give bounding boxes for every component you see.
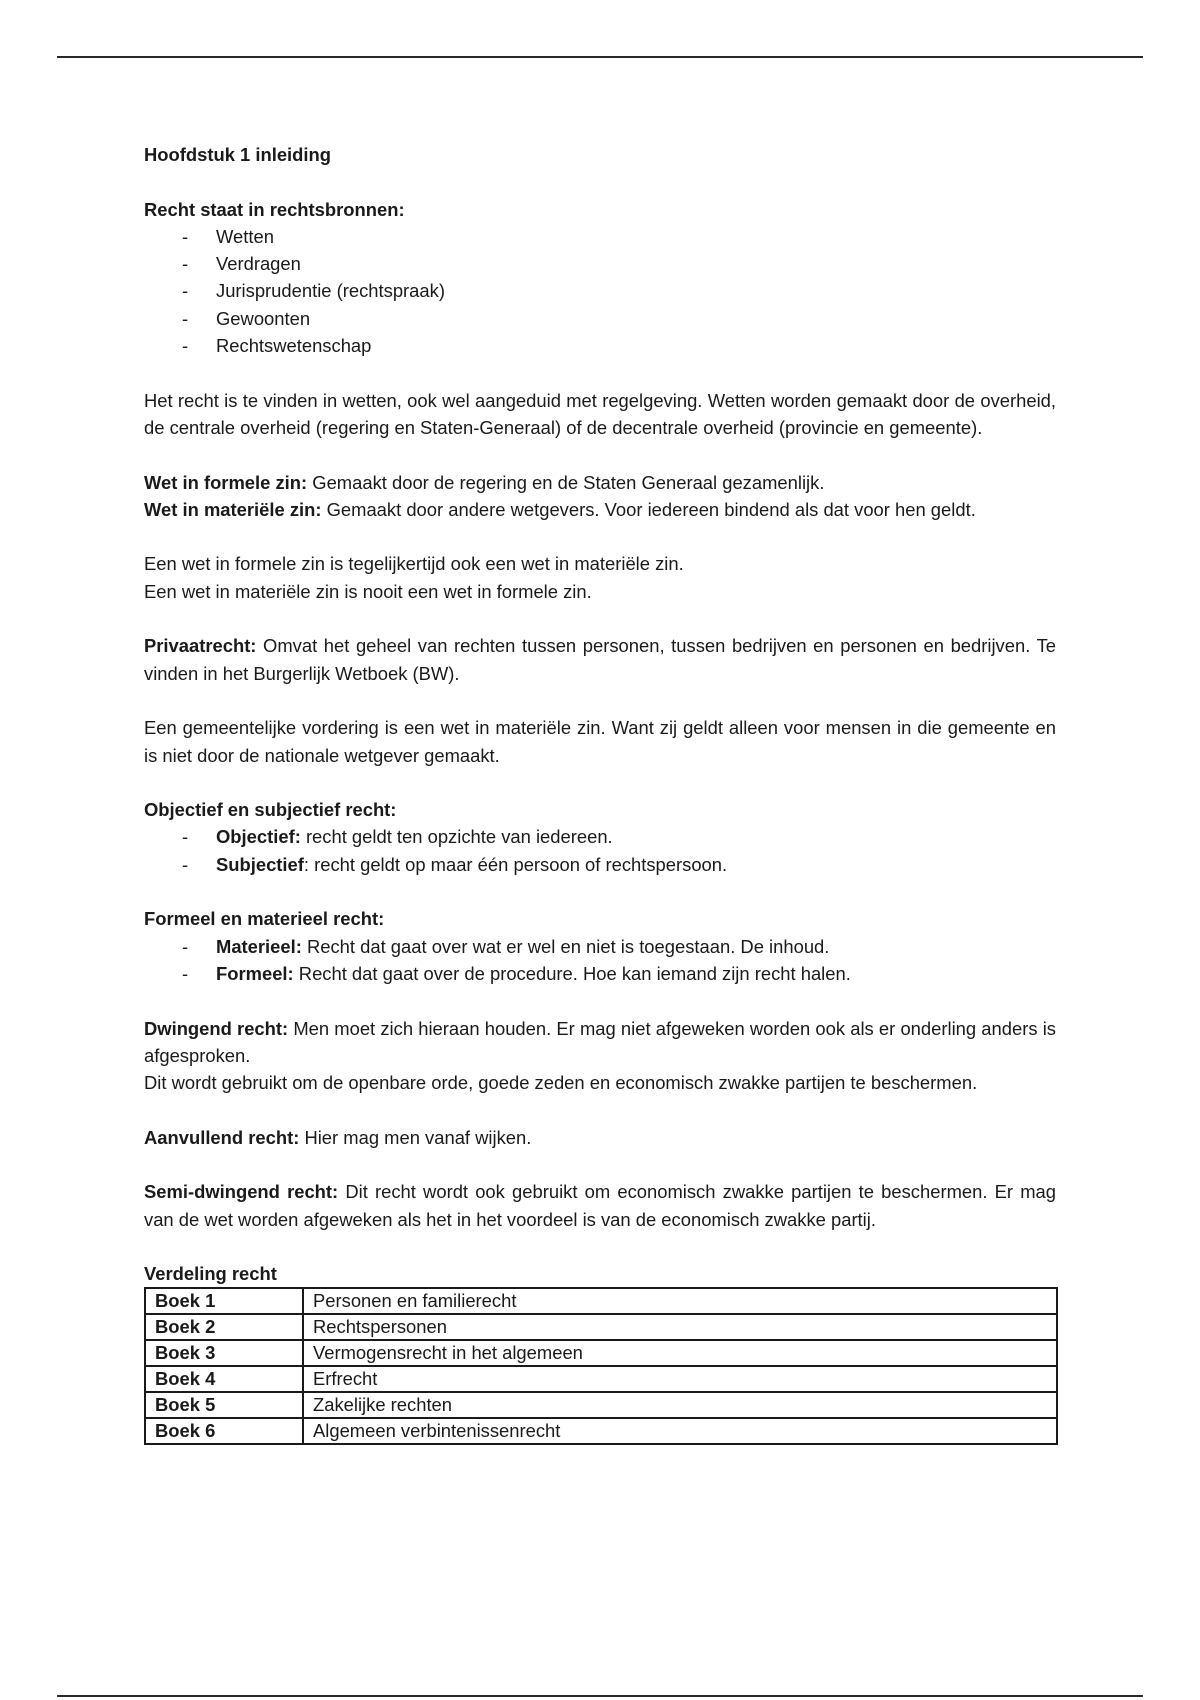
subject-cell: Zakelijke rechten [303,1392,1057,1418]
term-label: Dwingend recht: [144,1017,289,1039]
footer-rule [57,1695,1143,1697]
semi-dwingend-paragraph: Semi-dwingend recht: Dit recht wordt ook gebruikt om economisch zwakke partijen te beschermen. Er mag van de wet worden afgeweken als het in het voordeel is van de economisch zwakke partij. [144,1181,1056,1230]
verdeling-table [144,1287,1058,1445]
dash-bullet: - [182,225,189,247]
book-cell: Boek 3 [145,1340,303,1366]
subject-cell: Rechtspersonen [303,1314,1057,1340]
list-item: - Materieel: Recht dat gaat over wat er wel en niet is toegestaan. De inhoud. [144,933,1056,960]
dash-bullet: - [182,280,189,302]
formeel-materieel-heading: Formeel en materieel recht: [144,908,385,930]
list-item: - Gewoonten [144,305,1056,332]
dash-bullet: - [182,826,189,848]
table-row [145,1366,1057,1392]
subject-cell: Erfrecht [303,1366,1057,1392]
list-item: - Formeel: Recht dat gaat over de procedure. Hoe kan iemand zijn recht halen. [144,960,1056,987]
term-label: Privaatrecht: [144,635,257,657]
table-row [145,1392,1057,1418]
dash-bullet: - [182,253,189,275]
header-rule [57,56,1143,58]
list-item: - Objectief: recht geldt ten opzichte van iedereen. [144,823,1056,850]
book-cell: Boek 1 [145,1288,303,1314]
dash-bullet: - [182,853,189,875]
list-item: - Jurisprudentie (rechtspraak) [144,277,1056,304]
intro-paragraph: Het recht is te vinden in wetten, ook wel aangeduid met regelgeving. Wetten worden gemaakt door de overheid, de centrale overheid (regering en Staten-Generaal) of de decentrale overheid (provincie en gemeente). [144,389,1056,438]
dash-bullet: - [182,335,189,357]
sources-heading: Recht staat in rechtsbronnen: [144,198,405,220]
table-row [145,1418,1057,1444]
dash-bullet: - [182,935,189,957]
subject-cell: Vermogensrecht in het algemeen [303,1340,1057,1366]
formeel-materieel-list [144,933,1056,988]
dash-bullet: - [182,307,189,329]
term-label: Wet in materiële zin: [144,498,322,520]
term-label: Aanvullend recht: [144,1126,300,1148]
relation-line-1: Een wet in formele zin is tegelijkertijd ook een wet in materiële zin. [144,553,684,575]
dwingend-extra-paragraph: Dit wordt gebruikt om de openbare orde, goede zeden en economisch zwakke partijen te beschermen. [144,1072,978,1094]
term-label: Semi-dwingend recht: [144,1181,339,1203]
list-item: - Subjectief: recht geldt op maar één persoon of rechtspersoon. [144,851,1056,878]
privaatrecht-paragraph: Privaatrecht: Omvat het geheel van rechten tussen personen, tussen bedrijven en personen en bedrijven. Te vinden in het Burgerlijk Wetboek (BW). [144,635,1056,684]
gemeentelijk-paragraph: Een gemeentelijke vordering is een wet in materiële zin. Want zij geldt alleen voor mensen in die gemeente en is niet door de nationale wetgever gemaakt. [144,717,1056,766]
verdeling-heading: Verdeling recht [144,1263,277,1285]
book-cell: Boek 4 [145,1366,303,1392]
subject-cell: Algemeen verbintenissenrecht [303,1418,1057,1444]
relation-line-2: Een wet in materiële zin is nooit een wet in formele zin. [144,580,592,602]
dash-bullet: - [182,962,189,984]
list-item: - Wetten [144,223,1056,250]
table-row [145,1288,1057,1314]
chapter-title: Hoofdstuk 1 inleiding [144,144,331,165]
sources-list [144,223,1056,359]
aanvullend-paragraph: Aanvullend recht: Hier mag men vanaf wijken. [144,1126,532,1148]
wet-materieel-paragraph: Wet in materiële zin: Gemaakt door andere wetgevers. Voor iedereen bindend als dat voor hen geldt. [144,498,976,520]
list-item: - Rechtswetenschap [144,332,1056,359]
objectief-subjectief-list [144,823,1056,878]
wet-formeel-paragraph: Wet in formele zin: Gemaakt door de regering en de Staten Generaal gezamenlijk. [144,471,825,493]
book-cell: Boek 5 [145,1392,303,1418]
book-cell: Boek 6 [145,1418,303,1444]
subject-cell: Personen en familierecht [303,1288,1057,1314]
book-cell: Boek 2 [145,1314,303,1340]
table-row [145,1340,1057,1366]
term-label: Wet in formele zin: [144,471,308,493]
objectief-subjectief-heading: Objectief en subjectief recht: [144,799,397,821]
document-body [144,141,1056,1445]
dwingend-paragraph: Dwingend recht: Men moet zich hieraan houden. Er mag niet afgeweken worden ook als er onderling anders is afgesproken. [144,1017,1056,1066]
list-item: - Verdragen [144,250,1056,277]
table-row [145,1314,1057,1340]
